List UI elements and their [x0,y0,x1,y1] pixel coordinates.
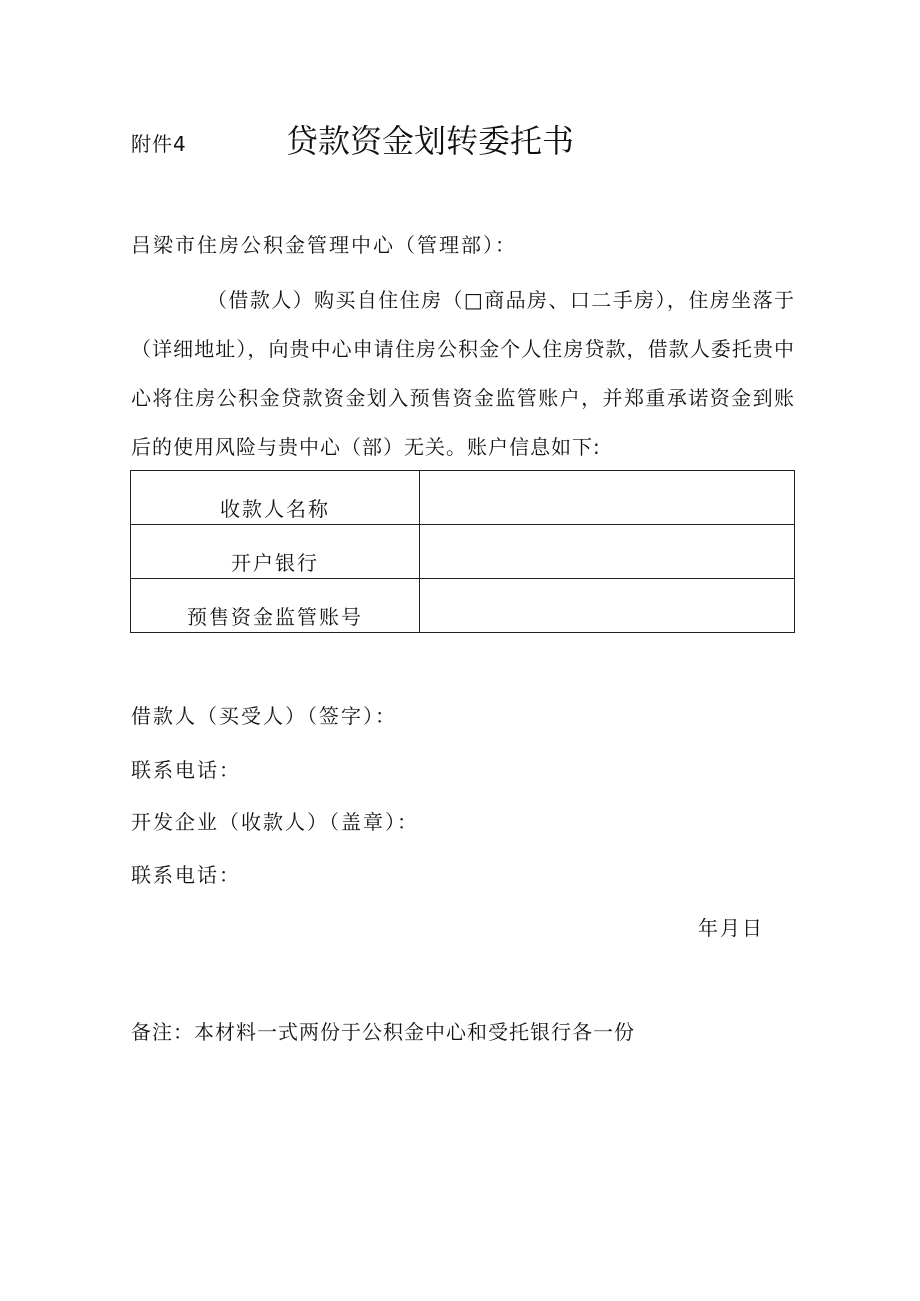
escrow-account-label: 预售资金监管账号 [131,579,420,633]
table-row [131,471,795,525]
borrower-phone-line: 联系电话： [131,758,241,782]
payee-name-value [420,471,795,525]
page-title: 贷款资金划转委托书 [286,122,575,160]
payee-name-label: 收款人名称 [131,471,420,525]
developer-phone-line: 联系电话： [131,863,241,887]
bank-value [420,525,795,579]
footer-note: 备注：本材料一式两份于公积金中心和受托银行各一份 [131,1020,635,1044]
account-info-table [130,470,795,633]
developer-seal-line: 开发企业（收款人）（盖章）： [131,810,419,834]
borrower-signature-line: 借款人（买受人）（签字）： [131,704,397,728]
recipient-line: 吕梁市住房公积金管理中心（管理部）： [131,233,517,257]
table-row [131,525,795,579]
bank-label: 开户银行 [131,525,420,579]
attachment-label: 附件4 [131,132,187,156]
date-line: 年月日 [698,916,764,940]
table-row [131,579,795,633]
body-paragraph: （借款人）购买自住住房（□商品房、口二手房），住房坐落于（详细地址），向贵中心申请住房公积金个人住房贷款，借款人委托贵中心将住房公积金贷款资金划入预售资金监管账户，并郑重承诺资金到账后的使用风险与贵中心（部）无关。账户信息如下: [131,288,795,459]
escrow-account-value [420,579,795,633]
